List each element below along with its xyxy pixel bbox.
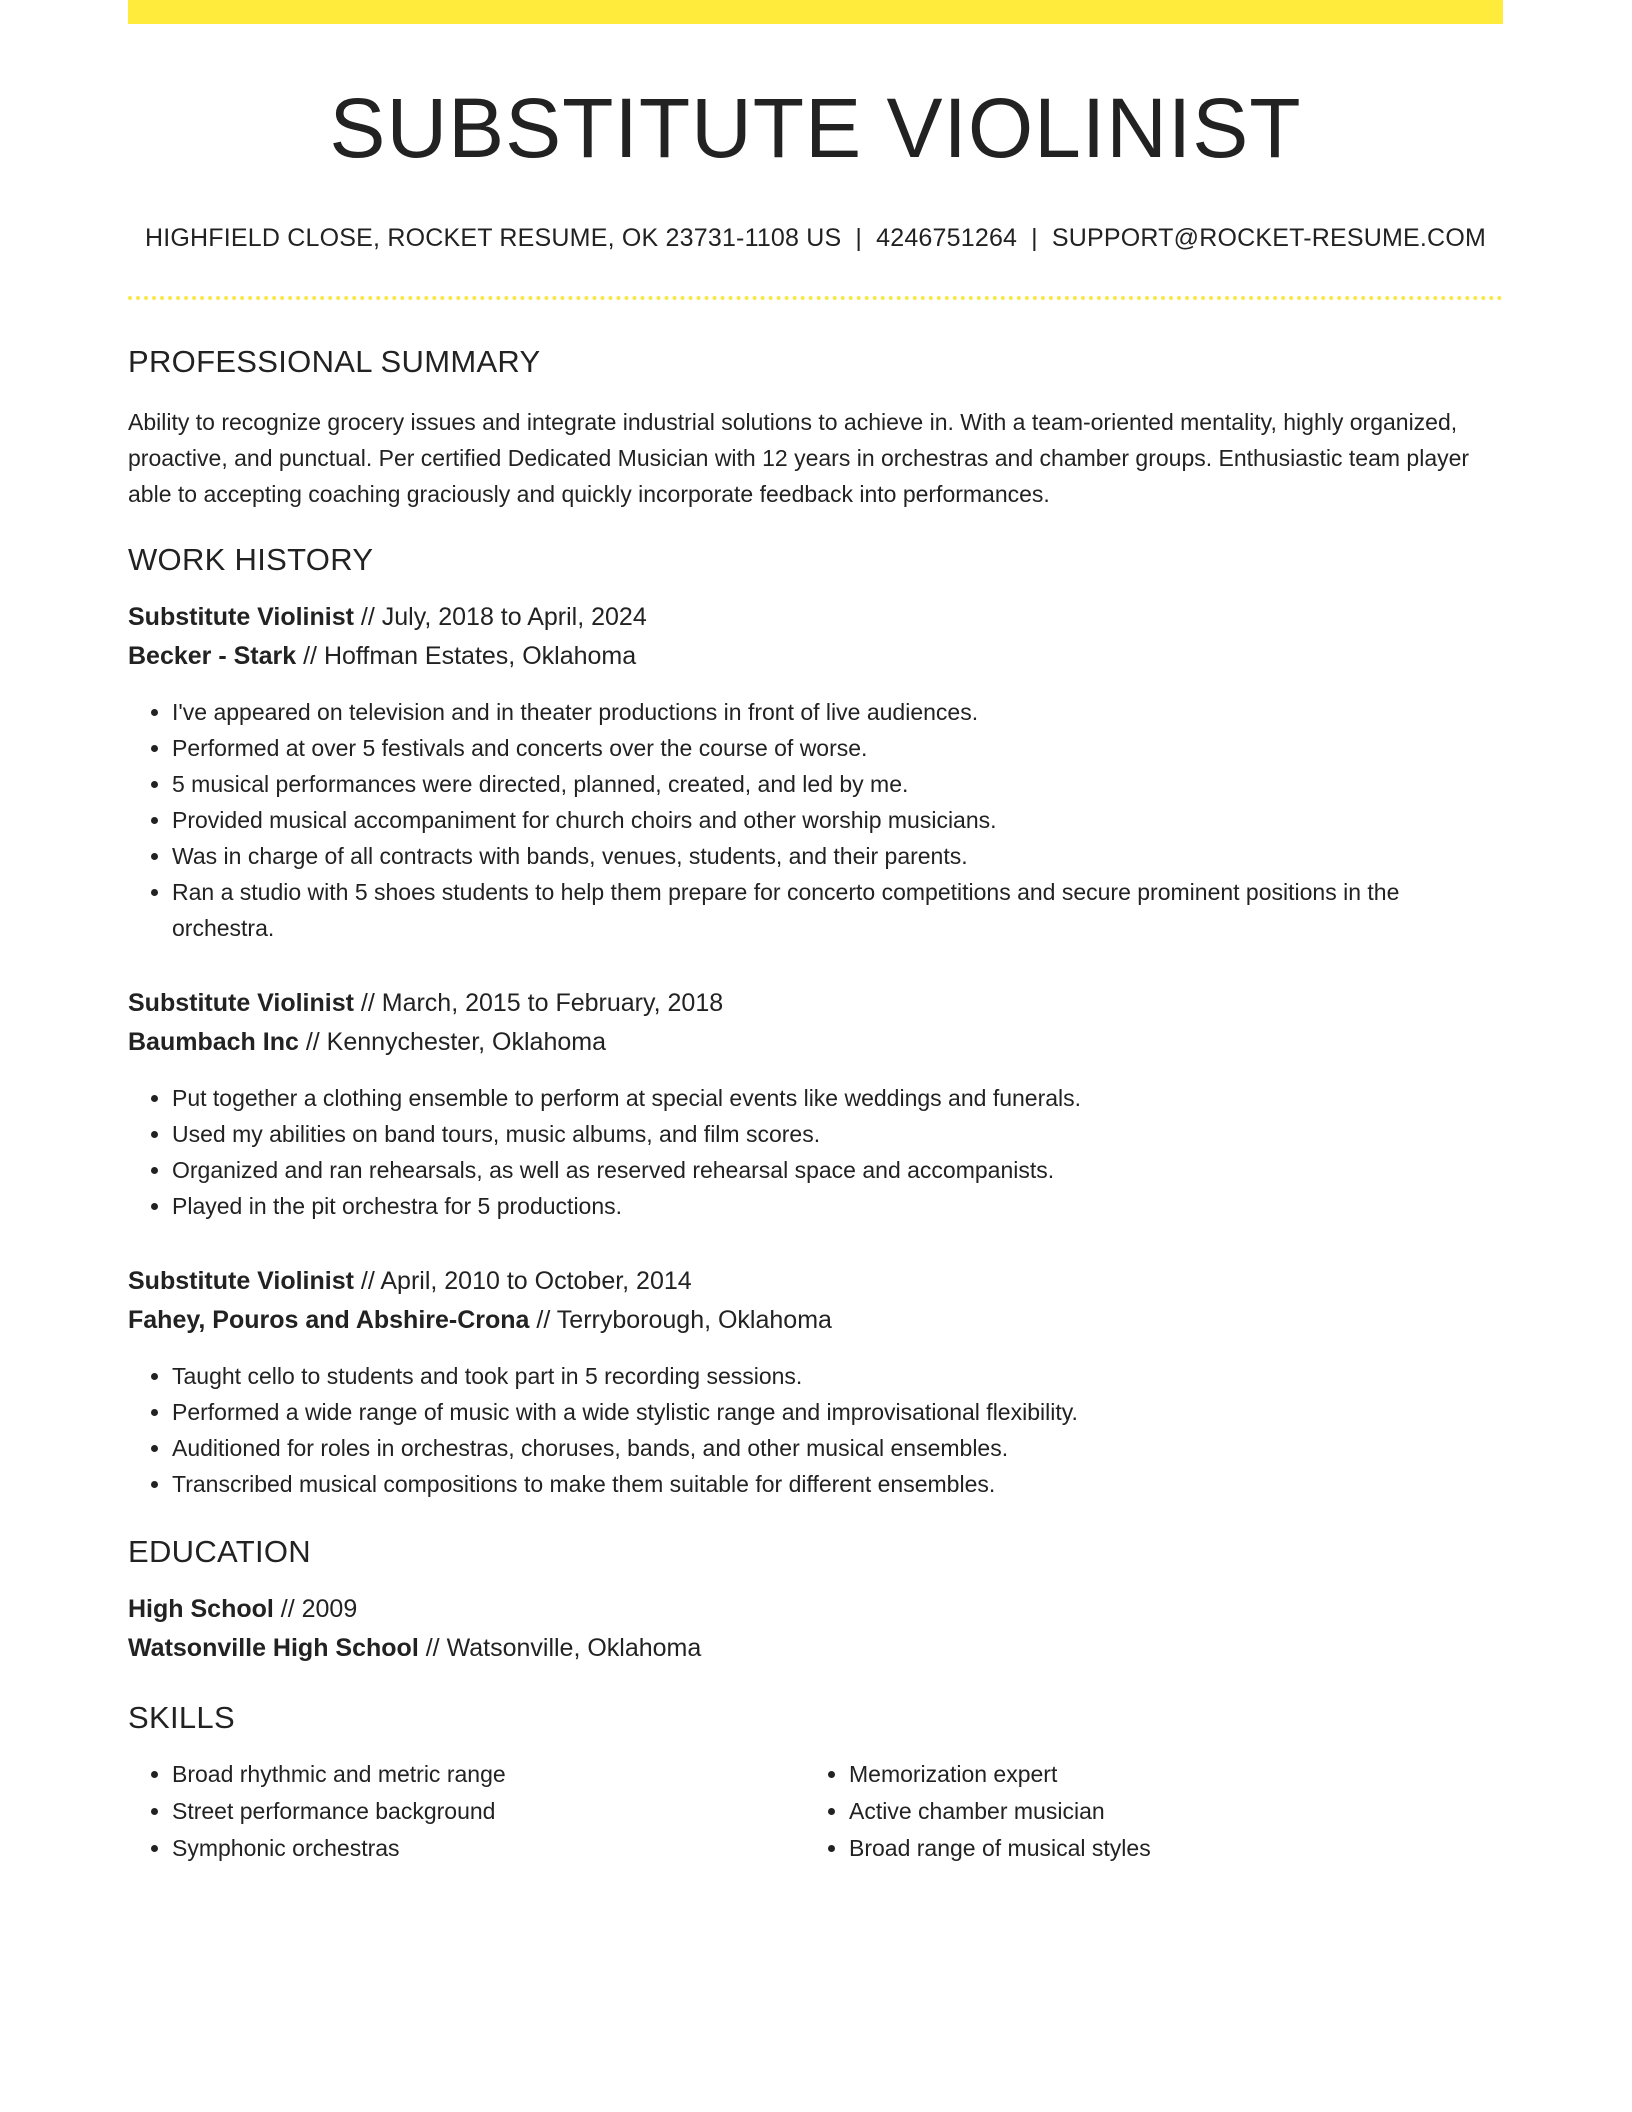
job-location: Terryborough, Oklahoma (556, 1306, 832, 1335)
job-company: Becker - Stark (128, 642, 297, 671)
skill-item: • Broad range of musical styles (849, 1830, 1482, 1867)
education-separator: // (273, 1595, 302, 1624)
skill-item: • Active chamber musician (849, 1793, 1482, 1830)
education-separator: // (418, 1634, 447, 1663)
job-role: Substitute Violinist (128, 1267, 354, 1296)
job-company-line (128, 1023, 1503, 1062)
job-dates: March, 2015 to February, 2018 (381, 989, 724, 1018)
job-location: Kennychester, Oklahoma (326, 1028, 606, 1057)
contact-address: HIGHFIELD CLOSE, ROCKET RESUME, OK 23731-1108 US (145, 224, 842, 253)
job-role: Substitute Violinist (128, 989, 354, 1018)
list-item: • Transcribed musical compositions to make them suitable for different ensembles. (172, 1466, 1503, 1502)
list-item: • Auditioned for roles in orchestras, choruses, bands, and other musical ensembles. (172, 1430, 1503, 1466)
education-location: Watsonville, Oklahoma (446, 1634, 702, 1663)
job-entry-3 (128, 1262, 1503, 1502)
skill-item: • Broad rhythmic and metric range (172, 1756, 805, 1793)
contact-separator: | (1031, 224, 1038, 253)
list-item: • 5 musical performances were directed, planned, created, and led by me. (172, 766, 1503, 802)
job-separator: // (529, 1306, 557, 1335)
job-role: Substitute Violinist (128, 603, 354, 632)
job-company-line (128, 1301, 1503, 1340)
job-dates: July, 2018 to April, 2024 (381, 603, 647, 632)
job-company-line (128, 637, 1503, 676)
section-title-summary: PROFESSIONAL SUMMARY (128, 344, 541, 380)
section-title-education: EDUCATION (128, 1534, 311, 1570)
list-item: • Was in charge of all contracts with bands, venues, students, and their parents. (172, 838, 1503, 874)
job-separator: // (353, 603, 382, 632)
job-separator: // (353, 989, 382, 1018)
list-item: • Taught cello to students and took part in 5 recording sessions. (172, 1358, 1503, 1394)
job-bullets (128, 1358, 1503, 1502)
job-role-line (128, 598, 1503, 637)
job-role-line (128, 1262, 1503, 1301)
job-separator: // (298, 1028, 327, 1057)
job-company: Baumbach Inc (128, 1028, 299, 1057)
job-bullets (128, 694, 1503, 946)
list-item: • Performed a wide range of music with a wide stylistic range and improvisational flexibility. (172, 1394, 1503, 1430)
job-role-line (128, 984, 1503, 1023)
resume-page (128, 0, 1503, 1867)
education-year: 2009 (301, 1595, 358, 1624)
skill-item: • Street performance background (172, 1793, 805, 1830)
contact-separator: | (855, 224, 863, 253)
contact-line (128, 222, 1503, 254)
job-separator: // (353, 1267, 381, 1296)
list-item: • I've appeared on television and in theater productions in front of live audiences. (172, 694, 1503, 730)
education-school: Watsonville High School (128, 1634, 419, 1663)
list-item: • Played in the pit orchestra for 5 productions. (172, 1188, 1503, 1224)
job-company: Fahey, Pouros and Abshire-Crona (128, 1306, 530, 1335)
contact-phone: 4246751264 (876, 224, 1018, 253)
list-item: • Ran a studio with 5 shoes students to help them prepare for concerto competitions and secure prominent positions in the orchestra. (172, 874, 1503, 946)
list-item: • Used my abilities on band tours, music albums, and film scores. (172, 1116, 1503, 1152)
job-separator: // (296, 642, 324, 671)
skills-column-right (805, 1756, 1482, 1867)
section-title-work-history: WORK HISTORY (128, 542, 374, 578)
list-item: • Performed at over 5 festivals and concerts over the course of worse. (172, 730, 1503, 766)
dotted-divider (128, 296, 1503, 300)
education-school-line (128, 1629, 1503, 1668)
skills-column-left (128, 1756, 805, 1867)
skills-grid (128, 1756, 1503, 1867)
education-entry (128, 1590, 1503, 1668)
summary-text: Ability to recognize grocery issues and integrate industrial solutions to achieve in. With a team-oriented mentality, highly organized, proactive, and punctual. Per certified Dedicated Musician with 12 years in orchestras and chamber groups. Enthusiastic team player able to accepting coaching graciously and quickly incorporate feedback into performances. (128, 409, 1470, 508)
education-degree: High School (128, 1595, 274, 1624)
list-item: • Organized and ran rehearsals, as well as reserved rehearsal space and accompanists. (172, 1152, 1503, 1188)
list-item: • Provided musical accompaniment for church choirs and other worship musicians. (172, 802, 1503, 838)
job-location: Hoffman Estates, Oklahoma (323, 642, 637, 671)
job-dates: April, 2010 to October, 2014 (380, 1267, 692, 1296)
skill-item: • Memorization expert (849, 1756, 1482, 1793)
job-entry-2 (128, 984, 1503, 1224)
accent-top-bar (128, 0, 1503, 24)
resume-name: SUBSTITUTE VIOLINIST (329, 81, 1302, 175)
skill-item: • Symphonic orchestras (172, 1830, 805, 1867)
education-degree-line (128, 1590, 1503, 1629)
job-entry-1 (128, 598, 1503, 946)
list-item: • Put together a clothing ensemble to perform at special events like weddings and funerals. (172, 1080, 1503, 1116)
section-title-skills: SKILLS (128, 1700, 235, 1736)
job-bullets (128, 1080, 1503, 1224)
contact-email: SUPPORT@ROCKET-RESUME.COM (1051, 224, 1486, 253)
